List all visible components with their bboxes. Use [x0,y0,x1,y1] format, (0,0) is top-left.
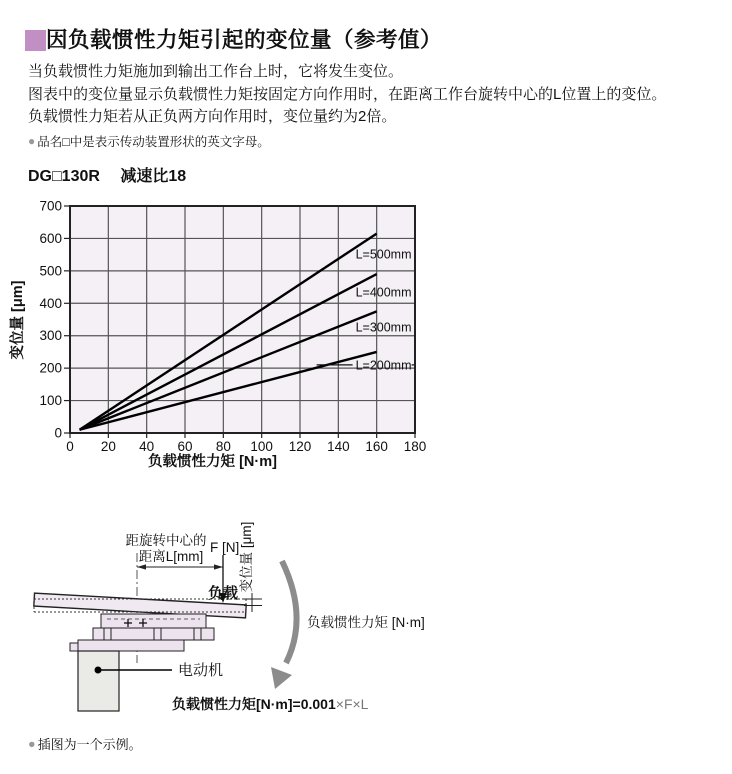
x-tick-label: 100 [250,439,273,454]
distance-label-line2: 距离L[mm] [138,549,204,564]
load-label: 负载 [207,585,238,602]
page-title: 因负载惯性力矩引起的变位量（参考值） [46,28,443,52]
intro-line: 当负载惯性力矩施加到输出工作台上时，它将发生变位。 [28,63,404,80]
footer-note [28,734,142,753]
gear-ratio-label: 减速比18 [120,168,187,185]
y-tick-label: 700 [39,198,62,214]
torque-arc-arrow [282,561,297,663]
note-text: 品名□中是表示传动装置形状的英文字母。 [37,135,270,149]
torque-label: 负载惯性力矩 [N·m] [307,615,425,630]
x-tick-label: 20 [100,439,116,454]
intro-paragraph [28,61,728,129]
y-tick-label: 300 [39,328,62,344]
x-tick-label: 80 [215,439,231,454]
footer-note-text: 插图为一个示例。 [37,737,142,752]
force-label: F [N] [210,540,240,555]
y-axis-title: 变位量 [μm] [10,280,26,360]
x-axis-title: 负载惯性力矩 [N·m] [148,454,277,470]
y-axis-ticks [39,199,70,441]
x-tick-label: 0 [66,439,74,454]
series-label: L=200mm [355,358,412,373]
motor-label: 电动机 [178,662,224,679]
displacement-axis-label: 变位量 [μm] [239,521,254,593]
rotary-actuator-body [70,614,214,651]
series-label: L=500mm [355,247,412,262]
mechanism-diagram [20,505,480,730]
series-label: L=300mm [355,320,412,335]
x-tick-label: 180 [403,439,427,454]
distance-dimension [137,564,223,569]
model-code: DG□130R [28,168,100,185]
series-label: L=400mm [355,285,412,300]
intro-line: 负载惯性力矩若从正负两方向作用时，变位量约为2倍。 [28,108,397,125]
x-tick-label: 40 [139,439,155,454]
dim-arrow-left [137,564,146,569]
bullet-icon: ● [28,736,36,751]
product-name-note [28,132,270,150]
dim-arrow-right [214,564,223,569]
formula-main: 负载惯性力矩[N·m]=0.001 [172,696,336,712]
x-tick-label: 160 [365,439,388,454]
y-tick-label: 100 [39,393,62,409]
x-tick-label: 120 [288,439,312,454]
y-tick-label: 600 [39,230,62,246]
x-tick-label: 60 [177,439,193,454]
torque-arrowhead [271,667,292,689]
distance-label-line1: 距旋转中心的 [125,533,207,548]
displacement-chart [0,193,470,478]
y-tick-label: 500 [39,263,62,279]
y-tick-label: 200 [39,360,62,376]
intro-line: 图表中的变位量显示负载惯性力矩按固定方向作用时，在距离工作台旋转中心的L位置上的变位。 [28,85,667,103]
y-tick-label: 400 [39,295,62,311]
y-tick-label: 0 [54,425,62,441]
torque-formula [172,696,369,712]
bullet-icon: ● [28,134,36,148]
motor-body [78,651,119,711]
page-header [25,26,442,54]
accent-square-icon [25,30,46,51]
x-axis-ticks [66,433,426,454]
formula-tail: ×F×L [335,696,369,712]
displacement-dimension [244,593,262,612]
x-tick-label: 140 [327,439,350,454]
chart-title [28,163,186,186]
